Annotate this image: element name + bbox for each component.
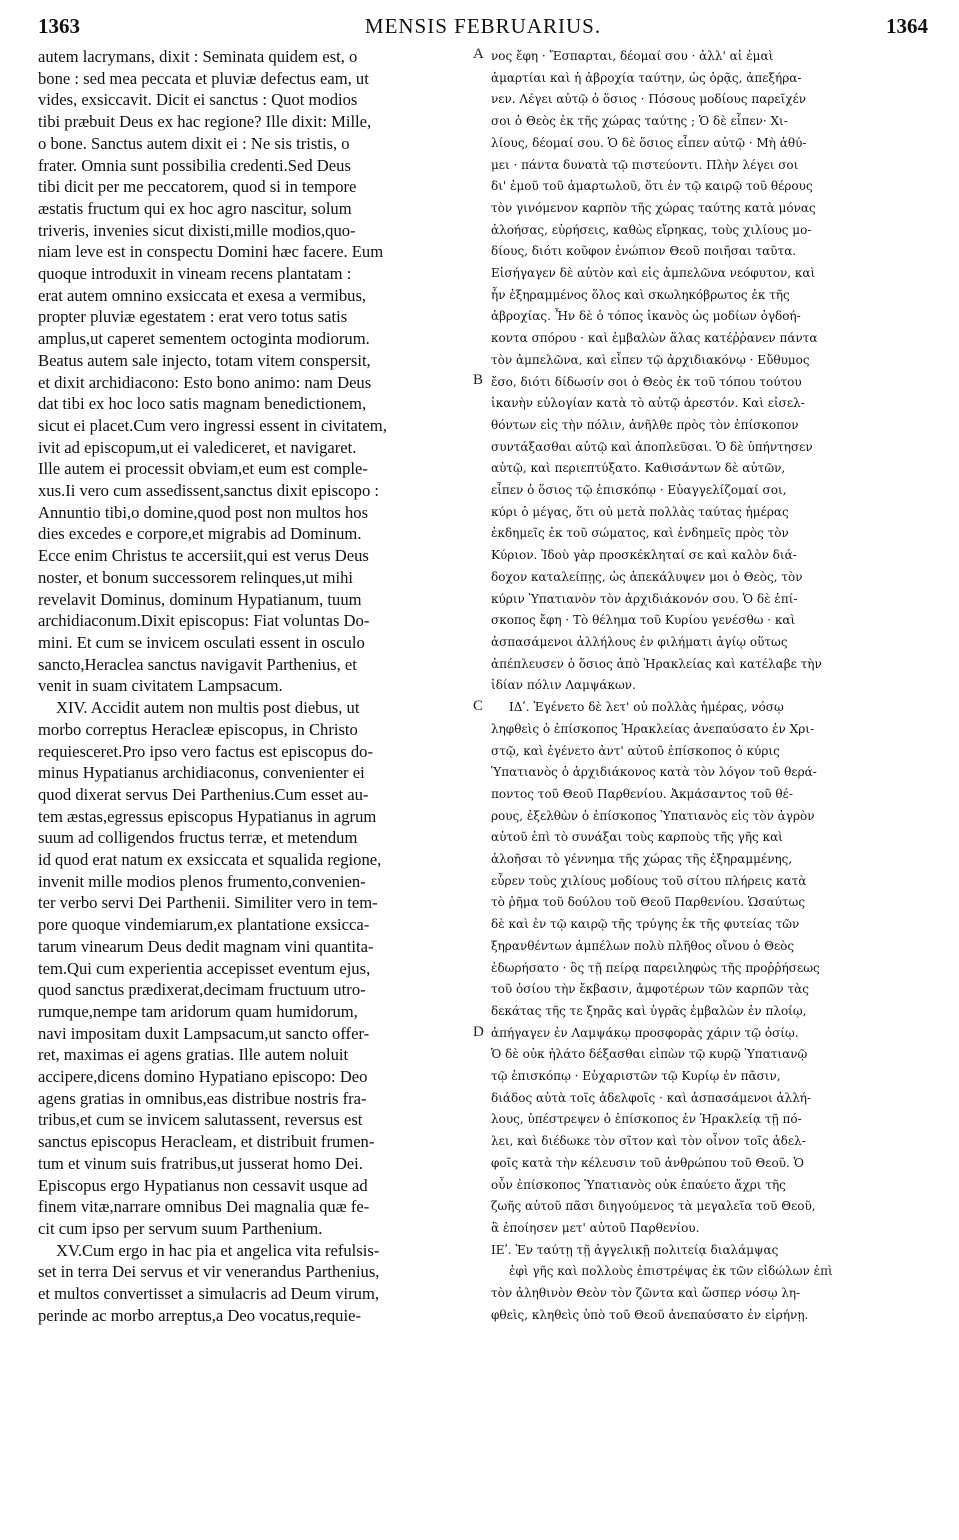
text-line: ἐδωρήσατο · ὃς τῇ πείρᾳ παρειληφὼς τῆς προῤῥήσεως	[491, 960, 820, 975]
text-line: Episcopus ergo Hypatianus non cessavit usque ad	[38, 1175, 368, 1195]
text-line: archidiaconum.Dixit episcopus: Fiat voluntas Do-	[38, 611, 370, 631]
text-line: δοχον καταλείπῃς, ὡς ἀπεκάλυψεν μοι ὁ Θεὸς, τὸν	[491, 569, 803, 584]
text-line: δίους, διότι κοῦφον ἐνώπιον Θεοῦ ποιῆσαι ταῦτα.	[491, 244, 797, 259]
text-line: o bone. Sanctus autem dixit ei : Ne sis tristis, o	[38, 133, 350, 153]
text-line: navi impositam duxit Lampsacum,ut sancto offer-	[38, 1023, 370, 1043]
text-line: set in terra Dei servus et vir venerandus Parthenius,	[38, 1262, 380, 1282]
text-line: κύρι ὁ μέγας, ὅτι οὐ μετὰ πολλὰς ταύτας ἡμέρας	[491, 504, 789, 519]
text-line: ἁμαρτίαι καὶ ἡ ἀβροχία ταύτην, ὡς ὁρᾷς, ἀπεξήρα-	[491, 70, 802, 85]
text-line: ret, maximas ei agens gratias. Ille autem noluit	[38, 1045, 349, 1065]
text-line: Ὁ δὲ οὐκ ἠλάτο δέξασθαι εἰπὼν τῷ κυρῷ Ὑπατιανῷ	[491, 1047, 808, 1062]
text-line: ἐφὶ γῆς καὶ πολλοὺς ἐπιστρέψας ἐκ τῶν εἰδώλων ἐπὶ	[509, 1264, 833, 1279]
text-line: τὸν γινόμενον καρπὸν τῆς χώρας ταύτης κατὰ μόνας	[491, 200, 816, 215]
text-line: Ecce enim Christus te accersiit,qui est verus Deus	[38, 546, 369, 566]
text-line: æstatis fructum qui ex hoc agro nascitur, solum	[38, 198, 352, 218]
text-line: νεν. Λέγει αὐτῷ ὁ ὅσιος · Πόσους μοδίους παρεῖχέν	[491, 92, 807, 107]
text-line: λει, καὶ διέδωκε τὸν σῖτον καὶ τὸν οἶνον τοῖς ἀδελ-	[491, 1134, 806, 1149]
text-line: ἀσπασάμενοι ἀλλήλους ἐν φιλήματι ἁγίῳ οὕτως	[491, 634, 788, 649]
right-page-number: 1364	[886, 14, 928, 38]
text-line: vides, exsiccavit. Dicit ei sanctus : Quot modios	[38, 90, 358, 110]
text-line: ἰδίαν πόλιν Λαμψάκων.	[491, 678, 636, 693]
greek-column	[491, 46, 927, 1326]
text-line: XV.Cum ergo in hac pia et angelica vita refulsis-	[56, 1240, 380, 1260]
text-line: τὸν ἀληθινὸν Θεὸν τὸν ζῶντα καὶ ὥσπερ νόσῳ λη-	[491, 1286, 801, 1301]
text-line: quod dixerat servus Dei Parthenius.Cum esset au-	[38, 784, 369, 804]
text-line: finem vitæ,narrare omnibus Dei magnalia quæ fe-	[38, 1197, 370, 1217]
text-line: ἐκδημεῖς ἐκ τοῦ σώματος, καὶ ἐνδημεῖς πρὸς τὸν	[491, 526, 789, 541]
text-line: morbo correptus Heracleæ episcopus, in Christo	[38, 719, 358, 739]
text-line: niam leve est in conspectu Domini hæc facere. Eum	[38, 242, 384, 262]
text-line: δεκάτας τῆς τε ξηρᾶς καὶ ὑγρᾶς ἐμβαλὼν ἐν πλοίῳ,	[491, 1003, 807, 1018]
text-line: στῷ, καὶ ἐγένετο ἀντ' αὐτοῦ ἐπίσκοπος ὁ κύρις	[491, 743, 780, 758]
text-line: Εἰσήγαγεν δὲ αὐτὸν καὶ εἰς ἀμπελῶνα νεόφυτον, καὶ	[491, 266, 816, 281]
text-line: pore quoque vindemiarum,ex plantatione exsicca-	[38, 915, 370, 935]
text-line: λους, ὑπέστρεψεν ὁ ἐπίσκοπος ἐν Ἡρακλείᾳ τῇ πό-	[491, 1112, 802, 1127]
text-line: φθεὶς, κληθεὶς ὑπὸ τοῦ Θεοῦ ἀνεπαύσατο ἐν εἰρήνῃ.	[491, 1307, 809, 1322]
text-line: ἀβροχίας. Ἦν δὲ ὁ τόπος ἱκανὸς ὡς μοδίων ὀγδοή-	[491, 309, 801, 324]
text-line: θόντων εἰς τὴν πόλιν, ἀνῆλθε πρὸς τὸν ἐπίσκοπον	[491, 417, 799, 432]
text-line: dies excedes e corpore,et migrabis ad Dominum.	[38, 524, 362, 544]
text-line: λίους, δέομαί σου. Ὁ δὲ ὅσιος εἶπεν αὐτῷ · Μὴ ἀθύ-	[491, 135, 807, 150]
text-line: perinde ac morbo arreptus,a Deo vocatus,requie-	[38, 1305, 361, 1325]
text-line: σκοπος ἔφη · Τὸ θέλημα τοῦ Κυρίου γενέσθω · καὶ	[491, 613, 796, 628]
text-line: invenit mille modios plenos frumento,convenien-	[38, 871, 366, 891]
text-line: erat autem omnino exsiccata et exesa a vermibus,	[38, 285, 367, 305]
text-line: ρους, ἐξελθὼν ὁ ἐπίσκοπος Ὑπατιανὸς εἰς τὸν ἀγρὸν	[491, 808, 815, 823]
text-line: bone : sed mea peccata et pluviæ defectus eam, ut	[38, 68, 369, 88]
text-line: dat tibi ex hoc loco satis magnam benedictionem,	[38, 394, 367, 414]
left-page-number: 1363	[38, 14, 80, 38]
text-line: tarum vinearum Deus dedit magnam vini quantita-	[38, 936, 374, 956]
text-line: quod sanctus prædixerat,decimam fructuum utro-	[38, 980, 366, 1000]
page-header	[38, 6, 928, 46]
text-line: Ille autem ei processit obviam,et eum est comple-	[38, 459, 368, 479]
text-line: ἀλοῆσαι τὸ γέννημα τῆς χώρας τῆς ἐξηραμμένης,	[491, 852, 793, 867]
text-line: ἦν ἐξηραμμένος ὅλος καὶ σκωληκόβρωτος ἐκ τῆς	[491, 287, 790, 302]
text-line: ΙΔʹ. Ἐγένετο δὲ λετ' οὐ πολλὰς ἡμέρας, νόσῳ	[509, 700, 784, 715]
text-line: tem.Qui cum experientia accepisset eventum ejus,	[38, 958, 371, 978]
text-line: frater. Omnia sunt possibilia credenti.Sed Deus	[38, 155, 351, 175]
text-line: ἱκανὴν εὐλογίαν κατὰ τὸ αὐτῷ ἀρεστόν. Καὶ εἰσελ-	[491, 396, 805, 411]
margin-mark-a: A	[473, 46, 484, 62]
margin-mark-c: C	[473, 698, 484, 714]
text-line: sancto,Heraclea sanctus navigavit Parthenius, et	[38, 654, 357, 674]
text-line: XIV. Accidit autem non multis post diebus, ut	[56, 698, 360, 718]
text-line: διάδος αὐτὰ τοῖς ἀδελφοῖς · καὶ ἀσπασάμενοι ἀλλή-	[491, 1090, 812, 1105]
text-line: δὲ καὶ ἐν τῷ καιρῷ τῆς τρύγης ἐκ τῆς φυτείας τῶν	[491, 917, 800, 932]
text-line: suum ad colligendos fructus terræ, et metendum	[38, 828, 358, 848]
text-line: cit cum ipso per servum suum Parthenium.	[38, 1218, 323, 1238]
text-line: id quod erat natum ex exsiccata et squalida regione,	[38, 850, 382, 870]
text-line: tum et vinum suis fratribus,ut jusserat homo Dei.	[38, 1153, 363, 1173]
text-line: κύριν Ὑπατιανὸν τὸν ἀρχιδιάκονόν σου. Ὁ δὲ ἐπί-	[491, 591, 798, 606]
text-line: rumque,nempe tam aridorum quam humidorum,	[38, 1001, 358, 1021]
text-line: συντάξασθαι αὐτῷ καὶ ἀποπλεῦσαι. Ὁ δὲ ὑπήντησεν	[491, 439, 813, 454]
text-line: requiesceret.Pro ipso vero factus est episcopus do-	[38, 741, 374, 761]
text-line: minus Hypatianus archidiaconus, convenienter ei	[38, 763, 365, 783]
text-line: κοντα σπόρου · καὶ ἐμβαλὼν ἅλας κατέῤῥανεν πάντα	[491, 331, 818, 346]
text-line: ληφθεὶς ὁ ἐπίσκοπος Ἡρακλείας ἀνεπαύσατο ἐν Χρι-	[491, 721, 815, 736]
text-line: αὐτοῦ ἐπὶ τὸ συνάξαι τοὺς καρποὺς τῆς γῆς καὶ	[491, 830, 783, 845]
text-line: sicut ei placet.Cum vero ingressi essent in civitatem,	[38, 415, 387, 435]
text-line: τοῦ ὁσίου τὴν ἔκβασιν, ἀμφοτέρων τῶν καρπῶν τὰς	[491, 982, 809, 997]
text-line: tem æstas,egressus episcopus Hypatianus in agrum	[38, 806, 377, 826]
text-line: ξηρανθέντων ἀμπέλων πολὺ πλῆθος οἴνου ὁ Θεὸς	[491, 938, 795, 953]
margin-mark-b: B	[473, 372, 484, 388]
text-line: Beatus autem sale injecto, totam vitem conspersit,	[38, 350, 371, 370]
text-line: et dixit archidiacono: Esto bono animo: nam Deus	[38, 372, 372, 392]
text-line: τὸν ἀμπελῶνα, καὶ εἶπεν τῷ ἀρχιδιακόνῳ · Εὔθυμος	[491, 352, 810, 367]
text-line: venit in suam civitatem Lampsacum.	[38, 676, 283, 696]
text-line: φοῖς κατὰ τὴν κέλευσιν τοῦ ἀνθρώπου τοῦ Θεοῦ. Ὁ	[491, 1155, 804, 1170]
text-line: ivit ad episcopum,ut ei valediceret, et navigaret.	[38, 437, 357, 457]
text-line: revelavit Dominus, dominum Hypatianum, tuum	[38, 589, 362, 609]
text-line: tibi præbuit Deus ex hac regione? Ille dixit: Mille,	[38, 112, 372, 132]
margin-mark-d: D	[473, 1024, 484, 1040]
text-line: propter pluviæ egestatem : erat vero totus satis	[38, 307, 348, 327]
text-line: amplus,ut caperet sementem octoginta modiorum.	[38, 329, 370, 349]
text-line: triveris, invenies sicut dixisti,mille modios,quo-	[38, 220, 356, 240]
latin-column	[38, 46, 468, 1326]
text-line: noster, et bonum successorem relinques,ut mihi	[38, 567, 354, 587]
text-line: ζωῆς αὐτοῦ πᾶσι διηγούμενος τὰ μεγαλεῖα τοῦ Θεοῦ,	[491, 1199, 816, 1214]
text-line: οὖν ἐπίσκοπος Ὑπατιανὸς οὐκ ἐπαύετο ἄχρι τῆς	[491, 1177, 786, 1192]
text-line: ἀλοήσας, εὑρήσεις, καθὼς εἴρηκας, τοὺς χιλίους μο-	[491, 222, 812, 237]
text-line: mini. Et cum se invicem osculati essent in osculo	[38, 632, 365, 652]
text-line: et multos convertisset a simulacris ad Deum virum,	[38, 1284, 380, 1304]
text-line: ἀπέπλευσεν ὁ ὅσιος ἀπὸ Ἡρακλείας καὶ κατέλαβε τὴν	[491, 656, 822, 671]
text-line: accipere,dicens domino Hypatiano episcopo: Deo	[38, 1067, 368, 1087]
text-line: tibi dicit per me peccatorem, quod si in tempore	[38, 177, 357, 197]
text-line: Annuntio tibi,o domine,quod post non multos hos	[38, 502, 369, 522]
text-line: ter verbo servi Dei Parthenii. Similiter vero in tem-	[38, 893, 378, 913]
text-line: tribus,et cum se invicem salutassent, reversus est	[38, 1110, 363, 1130]
text-line: νος ἔφη · Ἔσπαρται, δέομαί σου · ἀλλ' αἱ ἐμαὶ	[491, 49, 774, 63]
text-line: εἶπεν ὁ ὅσιος τῷ ἐπισκόπῳ · Εὐαγγελίζομαί σοι,	[491, 483, 787, 498]
text-line: Κύριον. Ἰδοὺ γὰρ προσκέκληταί σε καὶ καλὸν διά-	[491, 548, 797, 563]
text-line: εὗρεν τοὺς χιλίους μοδίους τοῦ σίτου πλήρεις κατὰ	[491, 873, 807, 888]
text-line: ΙΕʹ. Ἐν ταύτῃ τῇ ἀγγελικῇ πολιτείᾳ διαλάμψας	[491, 1242, 779, 1257]
text-line: sanctus episcopus Heracleam, et distribuit frumen-	[38, 1132, 375, 1152]
text-line: ποντος τοῦ Θεοῦ Παρθενίου. Ἀκμάσαντος τοῦ θέ-	[491, 786, 793, 801]
text-line: ἔσο, διότι δίδωσίν σοι ὁ Θεὸς ἐκ τοῦ τόπου τούτου	[491, 374, 802, 389]
text-line: autem lacrymans, dixit : Seminata quidem est, o	[38, 47, 358, 66]
running-title: MENSIS FEBRUARIUS.	[364, 14, 602, 38]
text-line: ἀπήγαγεν ἐν Λαμψάκῳ προσφορὰς χάριν τῷ ὁσίῳ.	[491, 1025, 799, 1040]
text-line: μει · πάντα δυνατὰ τῷ πιστεύοντι. Πλὴν λέγει σοι	[491, 157, 799, 172]
text-line: agens gratias in omnibus,eas distribue nostris fra-	[38, 1088, 367, 1108]
text-line: τῷ ἐπισκόπῳ · Εὐχαριστῶν τῷ Κυρίῳ ἐν πᾶσιν,	[491, 1069, 781, 1084]
text-line: σοι ὁ Θεὸς ἐκ τῆς χώρας ταύτης ; Ὁ δὲ εἶπεν· Χι-	[491, 114, 788, 129]
text-line: ἃ ἐποίησεν μετ' αὐτοῦ Παρθενίου.	[491, 1220, 700, 1235]
text-line: quoque introduxit in vineam recens plantatam :	[38, 264, 352, 284]
text-line: Ὑπατιανὸς ὁ ἀρχιδιάκονος κατὰ τὸν λόγον τοῦ θερά-	[491, 765, 817, 780]
text-line: τὸ ῥῆμα τοῦ δούλου τοῦ Θεοῦ Παρθενίου. Ὡσαύτως	[491, 895, 806, 910]
text-line: δι' ἐμοῦ τοῦ ἁμαρτωλοῦ, ὅτι ἐν τῷ καιρῷ τοῦ θέρους	[491, 179, 813, 194]
text-line: xus.Ii vero cum assedissent,sanctus dixit episcopo :	[38, 481, 380, 501]
text-line: αὐτῷ, καὶ περιεπτύξατο. Καθισάντων δὲ αὐτῶν,	[491, 461, 786, 476]
